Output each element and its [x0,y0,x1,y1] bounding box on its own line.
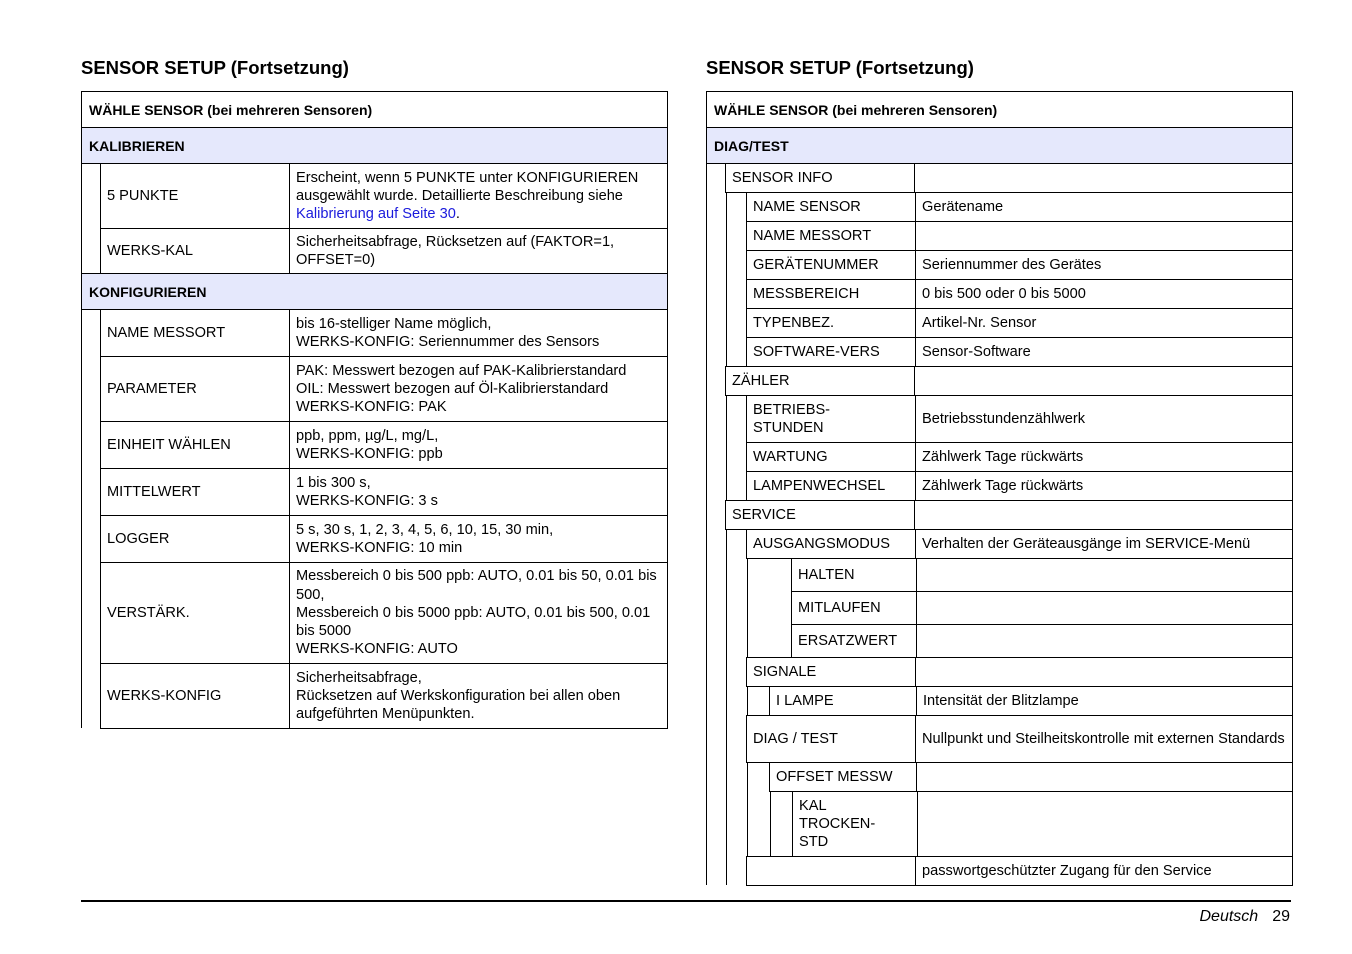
row-name: TYPENBEZ. [747,309,916,337]
page-number: 29 [1272,908,1290,925]
row-desc: Zählwerk Tage rückwärts [922,448,1084,465]
left-heading: SENSOR SETUP (Fortsetzung) [81,57,349,78]
ausgangsmodus-group [747,558,1293,657]
table-row [725,163,1293,193]
row-name: NAME SENSOR [747,193,916,221]
service-group [726,529,1293,885]
table-row [100,421,668,469]
table-row [746,337,1293,367]
table-row [100,309,668,357]
row-name: VERSTÄRK. [101,563,290,663]
left-table [81,91,668,728]
row-name: PARAMETER [101,357,290,421]
diag-test-group [706,163,1293,885]
table-row [100,228,668,274]
row-desc [915,367,1292,395]
row-desc: Sicherheitsabfrage, Rücksetzen auf Werkskonfiguration bei allen oben aufgeführten Menüpunkten. [296,669,621,723]
row-name: OFFSET MESSW [770,763,917,791]
table-row [100,562,668,664]
table-row [100,468,668,516]
row-name: LOGGER [101,516,290,562]
right-table [706,91,1293,885]
row-desc [917,625,1292,657]
row-desc: Gerätename [922,198,1004,215]
table-row [791,624,1293,658]
table-row [746,395,1293,443]
row-desc: Seriennummer des Gerätes [922,256,1102,273]
table-row [746,529,1293,559]
sensor-info-group [726,192,1293,366]
table-row [791,591,1293,625]
row-desc [915,501,1292,529]
table-row [746,192,1293,222]
row-name: KAL TROCKEN- STD [793,792,918,856]
kalibrieren-header: KALIBRIEREN [81,127,668,164]
row-desc: Erscheint, wenn 5 PUNKTE unter KONFIGURIEREN ausgewählt wurde. Detaillierte Beschreibung siehe Kalibrierung auf Seite 30. [296,169,639,223]
row-name: EINHEIT WÄHLEN [101,422,290,468]
row-desc: Intensität der Blitzlampe [923,692,1079,709]
row-name: MITLAUFEN [792,592,917,624]
row-desc [917,559,1292,591]
row-desc [917,592,1292,624]
table-row [746,279,1293,309]
row-desc: Artikel-Nr. Sensor [922,314,1037,331]
row-desc: bis 16-stelliger Name möglich, WERKS-KONFIG: Seriennummer des Sensors [296,315,600,350]
footer-divider [81,900,1291,902]
table-row [746,657,1293,687]
row-name: AUSGANGSMODUS [747,530,916,558]
row-name: SIGNALE [747,658,916,686]
row-name: ZÄHLER [726,367,915,395]
row-desc: 0 bis 500 oder 0 bis 5000 [922,285,1086,302]
right-select-sensor-header: WÄHLE SENSOR (bei mehreren Sensoren) [706,91,1293,128]
table-row [746,442,1293,472]
row-name: SENSOR INFO [726,164,915,192]
row-name: GERÄTENUMMER [747,251,916,279]
row-desc: Betriebsstundenzählwerk [922,410,1086,427]
table-row [725,366,1293,396]
row-desc: Messbereich 0 bis 500 ppb: AUTO, 0.01 bis 50, 0.01 bis 500, Messbereich 0 bis 5000 ppb: AUTO, 0.01 bis 500, 0.01 bis 5000 WERKS-KONFIG: AUTO [296,568,657,658]
row-name: NAME MESSORT [747,222,916,250]
table-row [746,856,1293,886]
row-name: MESSBEREICH [747,280,916,308]
row-desc [916,658,1292,686]
row-name: SERVICE [726,501,915,529]
row-name: LAMPENWECHSEL [747,472,916,500]
kalibrieren-group [81,163,668,273]
row-name: 5 PUNKTE [101,164,290,228]
table-row [769,762,1293,792]
table-row [746,221,1293,251]
row-name: WERKS-KONFIG [101,664,290,728]
row-desc: 1 bis 300 s, WERKS-KONFIG: 3 s [296,474,438,509]
row-name [747,857,916,885]
right-heading: SENSOR SETUP (Fortsetzung) [706,57,974,78]
row-name: SOFTWARE-VERS [747,338,916,366]
row-name: ERSATZWERT [792,625,917,657]
row-desc [917,763,1292,791]
table-row [792,791,1293,857]
row-desc [918,792,1292,856]
table-row [100,163,668,229]
row-name: DIAG / TEST [747,716,916,762]
table-row [100,356,668,422]
left-select-sensor-header: WÄHLE SENSOR (bei mehreren Sensoren) [81,91,668,128]
row-desc: Zählwerk Tage rückwärts [922,477,1084,494]
row-name: NAME MESSORT [101,310,290,356]
footer-language: Deutsch [1199,908,1259,925]
signale-group [747,686,1293,715]
table-row [791,558,1293,592]
diag-sub-group [747,762,1293,856]
row-desc: Sensor-Software [922,343,1031,360]
table-row [746,471,1293,501]
calibration-link[interactable]: Kalibrierung auf Seite 30 [296,206,456,223]
table-row [769,686,1293,716]
offset-group [770,791,1293,856]
table-row [100,663,668,729]
row-desc: Verhalten der Geräteausgänge im SERVICE-Menü [922,535,1251,552]
table-row [746,250,1293,280]
row-desc: PAK: Messwert bezogen auf PAK-Kalibrierstandard OIL: Messwert bezogen auf Öl-Kalibrierstandard WERKS-KONFIG: PAK [296,362,627,416]
zaehler-group [726,395,1293,500]
row-desc: Nullpunkt und Steilheitskontrolle mit externen Standards [922,730,1285,747]
diag-test-header: DIAG/TEST [706,127,1293,164]
row-name: MITTELWERT [101,469,290,515]
konfigurieren-header: KONFIGURIEREN [81,273,668,310]
row-name: WARTUNG [747,443,916,471]
table-row [100,515,668,563]
table-row [746,715,1293,763]
row-desc: ppb, ppm, µg/L, mg/L, WERKS-KONFIG: ppb [296,427,443,462]
row-desc [916,222,1292,250]
row-desc: passwortgeschützter Zugang für den Service [922,862,1212,879]
row-name: BETRIEBS- STUNDEN [747,396,916,442]
table-row [725,500,1293,530]
table-row [746,308,1293,338]
row-name: HALTEN [792,559,917,591]
row-name: I LAMPE [770,687,917,715]
row-desc [915,164,1292,192]
konfigurieren-group [81,309,668,728]
row-desc: 5 s, 30 s, 1, 2, 3, 4, 5, 6, 10, 15, 30 min, WERKS-KONFIG: 10 min [296,521,554,556]
row-name: WERKS-KAL [101,229,290,273]
row-desc: Sicherheitsabfrage, Rücksetzen auf (FAKTOR=1, OFFSET=0) [296,233,615,268]
page-footer [1200,908,1291,926]
